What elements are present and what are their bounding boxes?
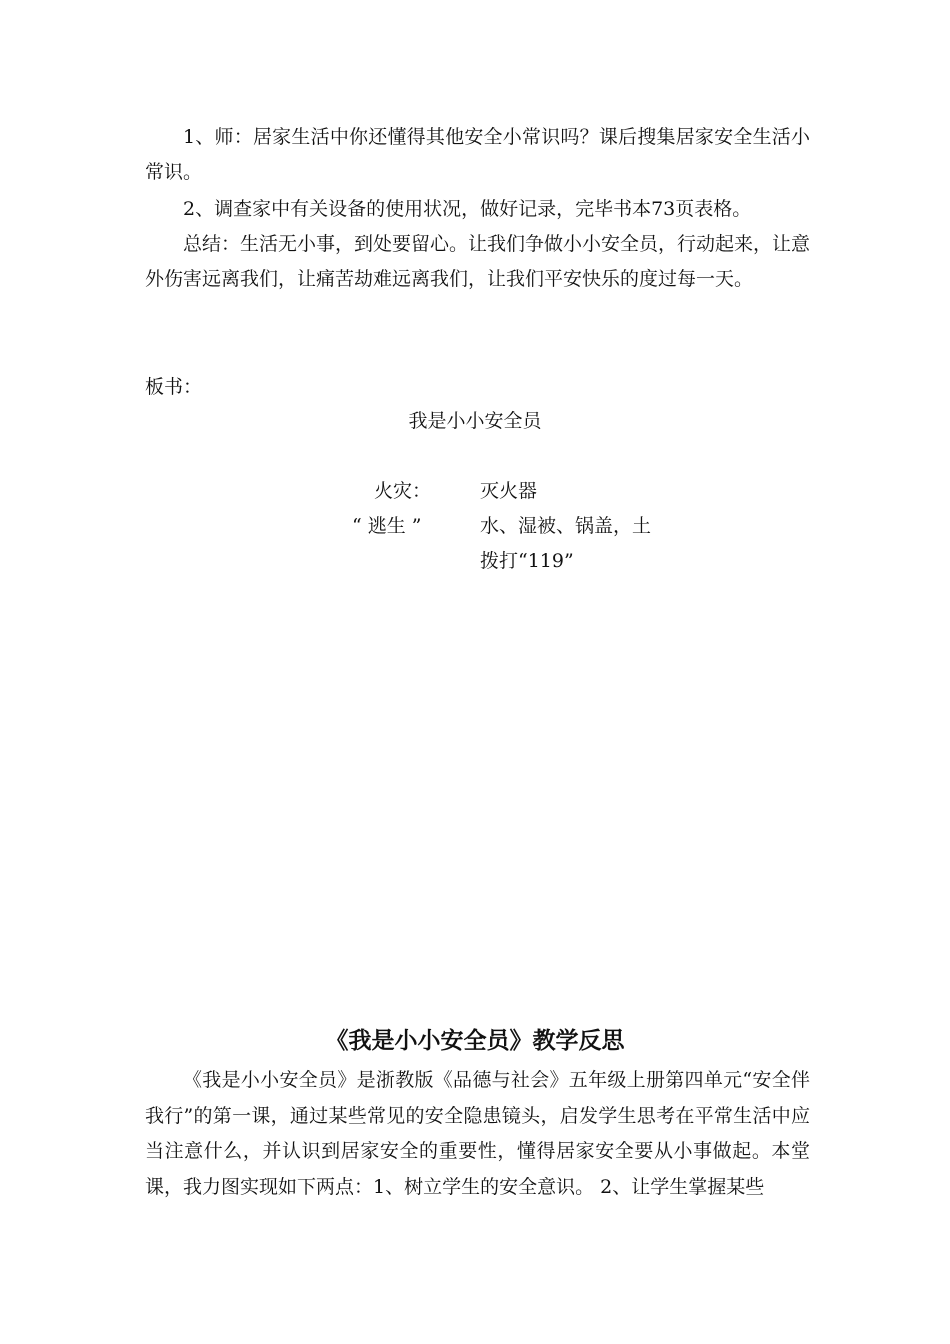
reflection-title: 《我是小小安全员》教学反思 (325, 1028, 625, 1054)
reflection-body: 《我是小小安全员》是浙教版《品德与社会》五年级上册第四单元“安全伴我行”的第一课，通过某些常见的安全隐患镜头，启发学生思考在平常生活中应当注意什么，并认识到居家安全的重要性，懂得居家安全要从小事做起。本堂课，我力图实现如下两点：1、树立学生的安全意识。 2、让学生掌握某些 (145, 1069, 810, 1198)
board-left-escape: “ 逃生 ” (352, 515, 422, 537)
summary-paragraph: 总结：生活无小事，到处要留心。让我们争做小小安全员，行动起来，让意外伤害远离我们，让痛苦劫难远离我们，让我们平安快乐的度过每一天。 (145, 233, 811, 290)
board-title: 我是小小安全员 (408, 410, 542, 432)
board-left-fire: 火灾： (374, 480, 432, 502)
board-right-call: 拨打“119” (480, 550, 574, 572)
board-right-extinguisher: 灭火器 (480, 480, 538, 502)
board-label: 板书： (145, 376, 203, 398)
homework-item-2: 2、调查家中有关设备的使用状况，做好记录，完毕书本73页表格。 (183, 198, 752, 220)
board-right-materials: 水、湿被、锅盖，土 (480, 515, 652, 537)
homework-item-1: 1、师：居家生活中你还懂得其他安全小常识吗？课后搜集居家安全生活小常识。 (145, 126, 810, 183)
